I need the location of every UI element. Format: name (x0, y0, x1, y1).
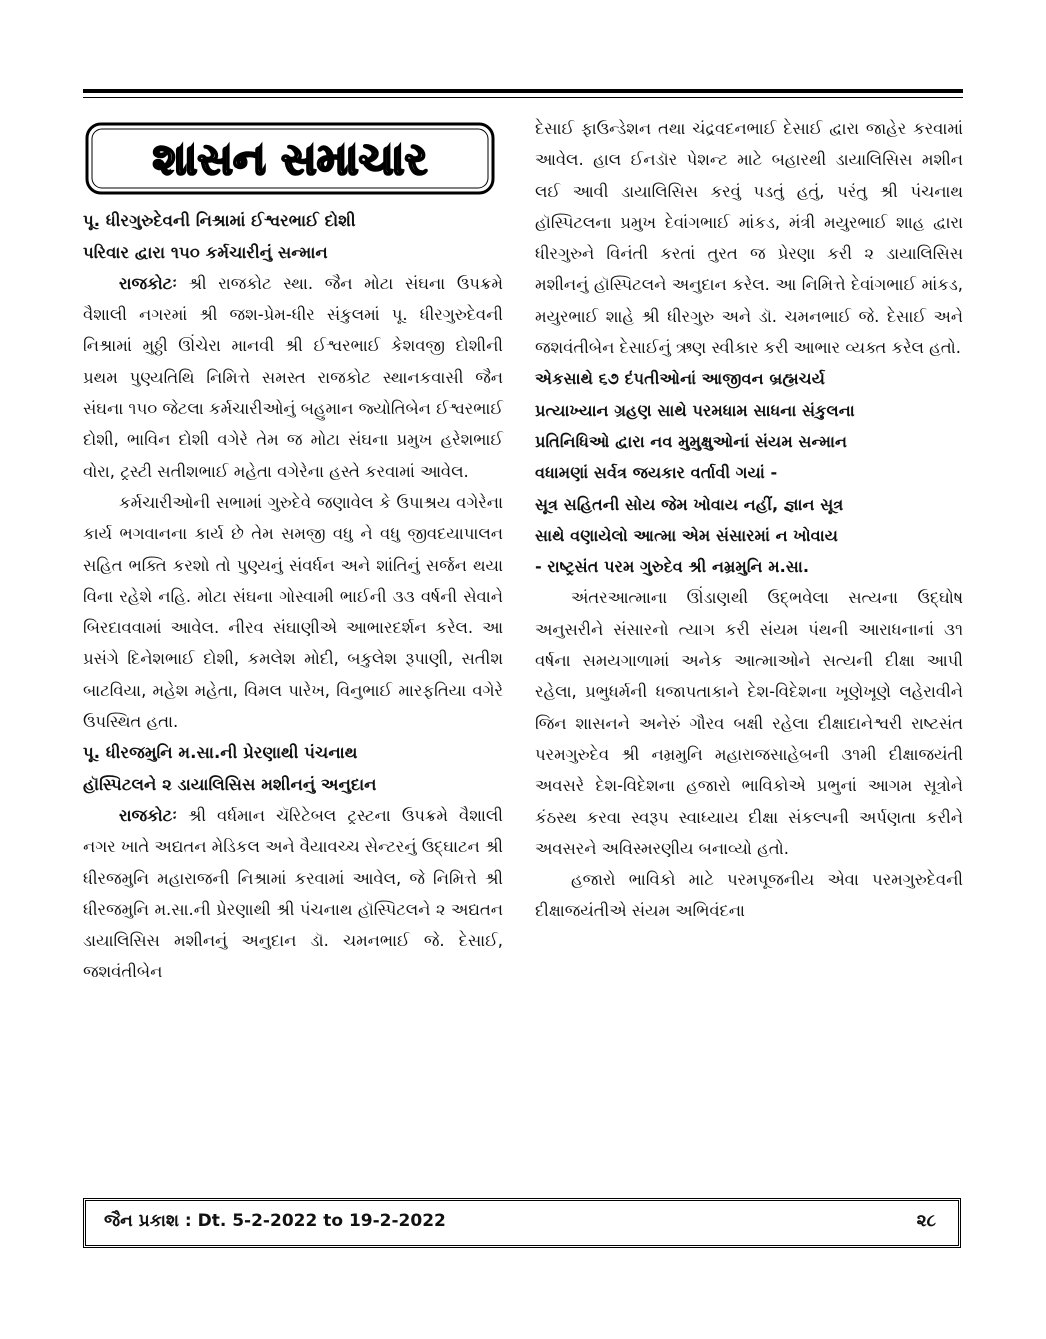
left-heading-1-line-2: પરિવાર દ્વારા ૧૫૦ કર્મચારીનું સન્માન (83, 242, 328, 262)
banner-title: શાસન સમાચાર (152, 134, 428, 185)
left-column (83, 108, 503, 988)
page-number: ૨૮ (916, 1211, 936, 1231)
right-heading-line-4: વધામણાં સર્વત્ર જયકાર વર્તાવી ગયાં - (535, 463, 778, 483)
right-heading-line-2: પ્રત્યાખ્યાન ગ્રહણ સાથે પરમધામ સાધના સંકુલના (535, 400, 855, 420)
right-column (535, 113, 963, 927)
paragraph-text: શ્રી વર્ધમાન ચૅરિટેબલ ટ્રસ્ટના ઉપક્રમે વૈશાલી નગર ખાતે અદ્યતન મેડિકલ અને વૈયાવચ્ચ સેન્ટરનું ઉદ્‌ઘાટન શ્રી ધીરજમુનિ મહારાજની નિશ્રામાં કરવામાં આવેલ, જે નિમિત્તે શ્રી ધીરજમુનિ મ.સા.ની પ્રેરણાથી શ્રી પંચનાથ હૉસ્પિટલને ૨ અદ્યતન ડાયાલિસિસ મશીનનું અનુદાન ડૉ. ચમનભાઈ જે. દેસાઈ, જશવંતીબેન (83, 805, 503, 982)
footer-publication-date: જૈન પ્રકાશ : Dt. 5-2-2022 to 19-2-2022 (104, 1211, 446, 1231)
right-heading-line-3: પ્રતિનિધિઓ દ્વારા નવ મુમુક્ષુઓનાં સંયમ સન્માન (535, 431, 848, 451)
left-paragraph-2: કર્મચારીઓની સભામાં ગુરુદેવે જણાવેલ કે ઉપાશ્રય વગેરેના કાર્ય ભગવાનના કાર્ય છે તેમ સમજી વધુ ને વધુ જીવદયાપાલન સહિત ભક્તિ કરશો તો પુણ્યનું સંવર્ધન અને શાંતિનું સર્જન થયા વિના રહેશે નહિ. મોટા સંઘના ગોસ્વામી ભાઈની ૩૩ વર્ષની સેવાને બિરદાવવામાં આવેલ. નીરવ સંઘાણીએ આભારદર્શન કરેલ. આ પ્રસંગે દિનેશભાઈ દોશી, કમલેશ મોદી, બકુલેશ રૂપાણી, સતીશ બાટવિયા, મહેશ મહેતા, વિમલ પારેખ, વિનુભાઈ મારફતિયા વગેરે ઉપસ્થિત હતા. (83, 492, 503, 732)
place-label: રાજકોટઃ (119, 805, 177, 825)
right-quote-attribution: - રાષ્ટ્રસંત પરમ ગુરુદેવ શ્રી નમ્રમુનિ મ.સા. (535, 557, 810, 577)
right-quote-line-2: સાથે વણાયેલો આત્મા એમ સંસારમાં ન ખોવાય (535, 525, 838, 545)
left-paragraph-1 (83, 268, 503, 487)
left-paragraph-3 (83, 800, 503, 988)
section-banner (85, 122, 495, 195)
right-heading-line-1: એકસાથે ૬૭ દંપતીઓનાં આજીવન બ્રહ્મચર્ય (535, 369, 825, 389)
right-paragraph-2: અંતરઆત્માના ઊંડાણથી ઉદ્‌ભવેલા સત્યના ઉદ્‌ઘોષ અનુસરીને સંસારનો ત્યાગ કરી સંયમ પંથની આરાધનાનાં ૩૧ વર્ષના સમયગાળામાં અનેક આત્માઓને સત્યની દીક્ષા આપી રહેલા, પ્રભુધર્મની ધજાપતાકાને દેશ-વિદેશના ખૂણેખૂણે લહેરાવીને જિન શાસનને અનેરું ગૌરવ બક્ષી રહેલા દીક્ષાદાનેશ્વરી રાષ્ટસંત પરમગુરુદેવ શ્રી નમ્રમુનિ મહારાજસાહેબની ૩૧મી દીક્ષાજયંતી અવસરે દેશ-વિદેશના હજારો ભાવિકોએ પ્રભુનાં આગમ સૂત્રોને કંઠસ્થ કરવા સ્વરૂપ સ્વાધ્યાય દીક્ષા સંકલ્પની અર્પણતા કરીને અવસરને અવિસ્મરણીય બનાવ્યો હતો. (535, 588, 963, 858)
footer-bar (83, 1198, 961, 1248)
left-heading-2-line-2: હૉસ્પિટલને ૨ ડાયાલિસિસ મશીનનું અનુદાન (83, 774, 377, 794)
right-paragraph-3: હજારો ભાવિકો માટે પરમપૂજનીય એવા પરમગુરુદેવની દીક્ષાજયંતીએ સંયમ અભિવંદના (535, 870, 963, 921)
right-paragraph-1: દેસાઈ ફાઉન્ડેશન તથા ચંદ્રવદનભાઈ દેસાઈ દ્વારા જાહેર કરવામાં આવેલ. હાલ ઈનડૉર પેશન્ટ માટે બહારથી ડાયાલિસિસ મશીન લઈ આવી ડાયાલિસિસ કરવું પડતું હતું, પરંતુ શ્રી પંચનાથ હૉસ્પિટલના પ્રમુખ દેવાંગભાઈ માંકડ, મંત્રી મયુરભાઈ શાહ દ્વારા ધીરગુરુને વિનંતી કરતાં તુરત જ પ્રેરણા કરી ૨ ડાયાલિસિસ મશીનનું હૉસ્પિટલને અનુદાન કરેલ. આ નિમિત્તે દેવાંગભાઈ માંકડ, મયુરભાઈ શાહે શ્રી ધીરગુરુ અને ડૉ. ચમનભાઈ જે. દેસાઈ અને જશવંતીબેન દેસાઈનું ઋણ સ્વીકાર કરી આભાર વ્યક્ત કરેલ હતો. (535, 119, 963, 358)
place-label: રાજકોટઃ (119, 273, 177, 293)
left-heading-2-line-1: પૂ. ધીરજમુનિ મ.સા.ની પ્રેરણાથી પંચનાથ (83, 743, 358, 763)
left-heading-1-line-1: પૂ. ધીરગુરુદેવની નિશ્રામાં ઈશ્વરભાઈ દોશી (83, 211, 356, 231)
right-quote-line-1: સૂત્ર સહિતની સોય જેમ ખોવાય નહીં, જ્ઞાન સૂત્ર (535, 494, 844, 514)
top-rule-thin (83, 97, 963, 98)
top-rule-thick (83, 89, 963, 93)
paragraph-text: શ્રી રાજકોટ સ્થા. જૈન મોટા સંઘના ઉપક્રમે વૈશાલી નગરમાં શ્રી જશ-પ્રેમ-ધીર સંકુલમાં પૂ. ધીરગુરુદેવની નિશ્રામાં મુઠ્ઠી ઊંચેરા માનવી શ્રી ઈશ્વરભાઈ કેશવજી દોશીની પ્રથમ પુણ્યતિથિ નિમિત્તે સમસ્ત રાજકોટ સ્થાનકવાસી જૈન સંઘના ૧૫૦ જેટલા કર્મચારીઓનું બહુમાન જ્યોતિબેન ઈશ્વરભાઈ દોશી, ભાવિન દોશી વગેરે તેમ જ મોટા સંઘના પ્રમુખ હરેશભાઈ વોરા, ટ્રસ્ટી સતીશભાઈ મહેતા વગેરેના હસ્તે કરવામાં આવેલ. (83, 273, 503, 481)
